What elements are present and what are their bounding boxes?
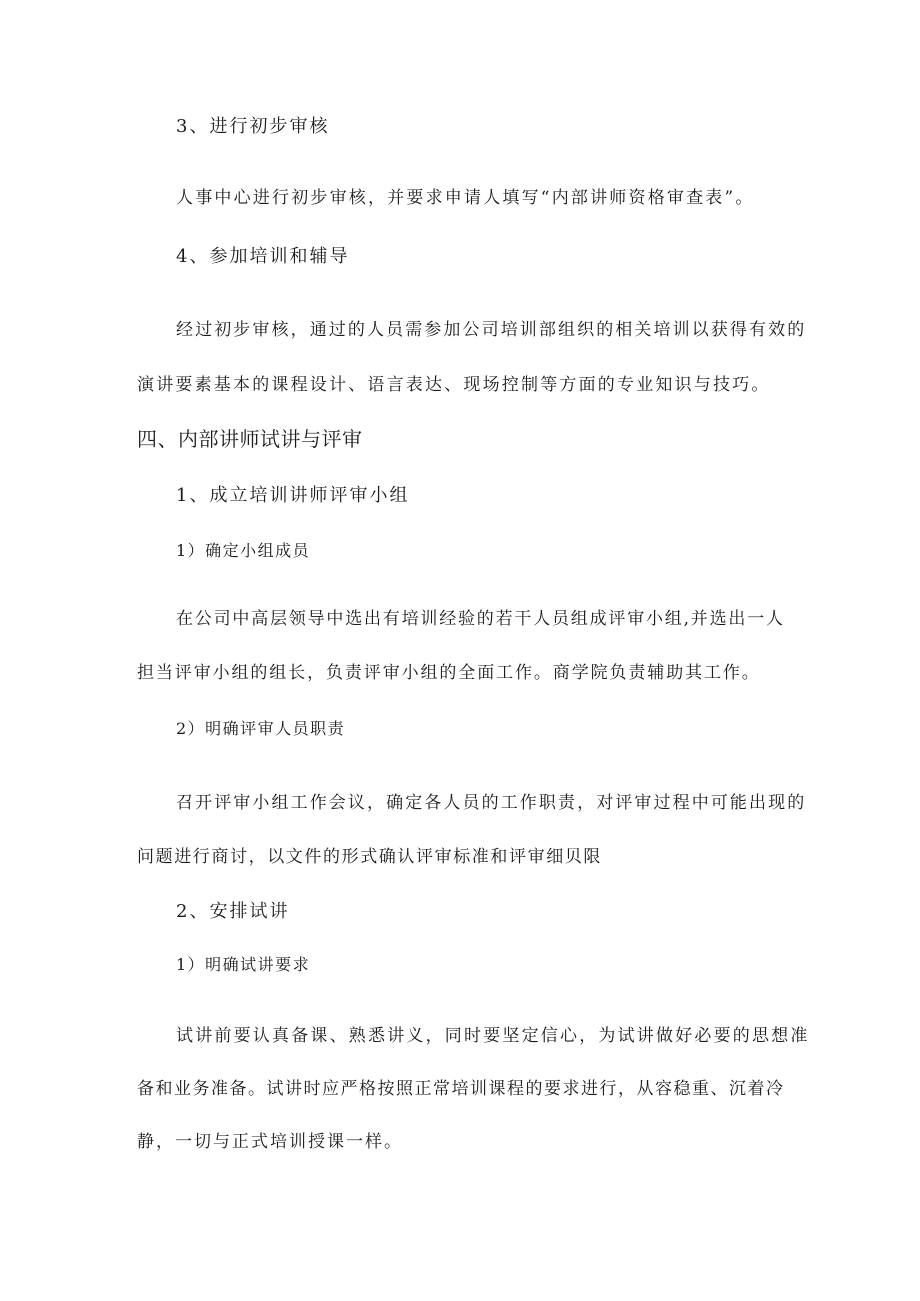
section-4-paragraph-line-2: 演讲要素基本的课程设计、语言表达、现场控制等方面的专业知识与技巧。	[137, 375, 771, 395]
section-3-heading: 3、进行初步审核	[176, 116, 330, 137]
subsection-2-item-1-paragraph-line-3: 静，一切与正式培训授课一样。	[137, 1132, 403, 1152]
section-four-title: 四、内部讲师试讲与评审	[137, 427, 363, 451]
subsection-1-item-2-paragraph-line-2: 问题进行商讨，以文件的形式确认评审标准和评审细贝限	[137, 847, 602, 867]
subsection-1-item-1-paragraph-line-2: 担当评审小组的组长，负责评审小组的全面工作。商学院负责辅助其工作。	[137, 663, 761, 683]
section-4-heading: 4、参加培训和辅导	[176, 246, 350, 267]
subsection-1-item-2: 2）明确评审人员职责	[176, 719, 346, 738]
subsection-2-item-1-paragraph-line-2: 备和业务准备。试讲时应严格按照正常培训课程的要求进行，从容稳重、沉着冷	[137, 1079, 785, 1099]
subsection-1-heading: 1、成立培训讲师评审小组	[176, 485, 410, 506]
subsection-1-item-2-paragraph-line-1: 召开评审小组工作会议，确定各人员的工作职责，对评审过程中可能出现的	[176, 793, 807, 813]
section-4-paragraph-line-1: 经过初步审核，通过的人员需参加公司培训部组织的相关培训以获得有效的	[176, 320, 807, 340]
subsection-2-item-1: 1）明确试讲要求	[176, 955, 311, 974]
subsection-1-item-1-paragraph-line-1: 在公司中高层领导中选出有培训经验的若干人员组成评审小组,并选出一人	[176, 609, 785, 629]
subsection-1-item-1: 1）确定小组成员	[176, 541, 311, 560]
subsection-2-heading: 2、安排试讲	[176, 901, 290, 922]
subsection-2-item-1-paragraph-line-1: 试讲前要认真备课、熟悉讲义，同时要坚定信心，为试讲做好必要的思想准	[176, 1026, 810, 1046]
section-3-paragraph: 人事中心进行初步审核，并要求申请人填写“内部讲师资格审查表”。	[176, 188, 755, 208]
